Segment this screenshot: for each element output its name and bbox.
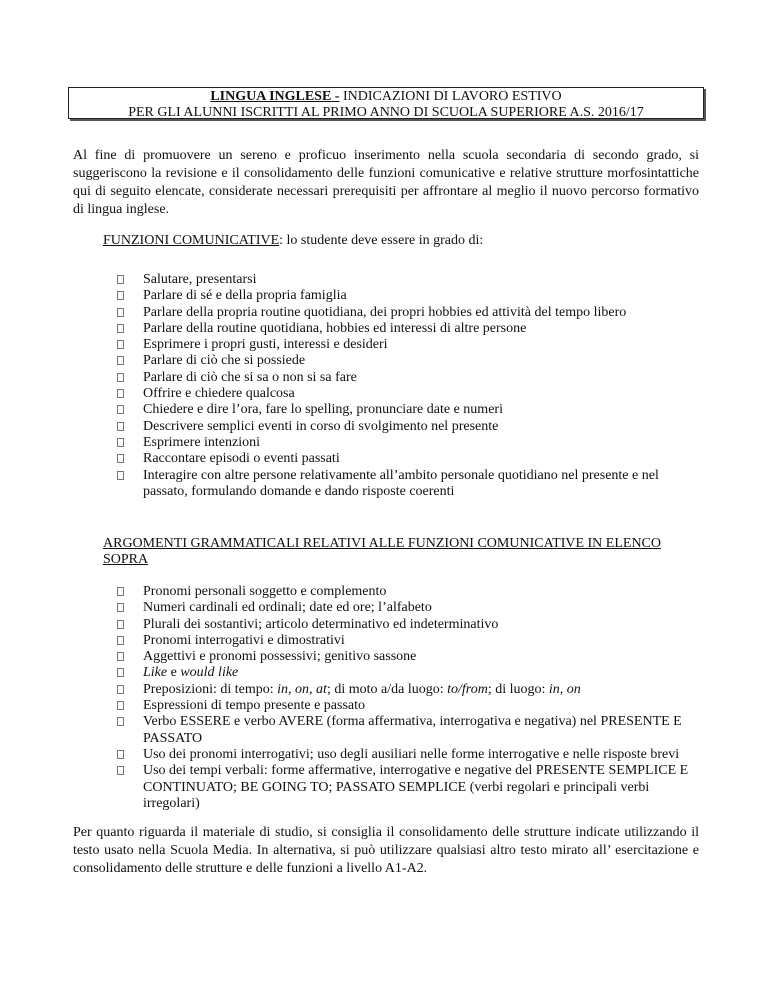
header-line-1-rest: INDICAZIONI DI LAVORO ESTIVO	[339, 89, 562, 104]
list-item: Esprimere i propri gusti, interessi e desideri	[117, 337, 697, 353]
section-grammar-topics-title	[103, 536, 663, 568]
bullet-icon	[117, 652, 124, 661]
list-item: Uso dei tempi verbali: forme affermative, interrogative e negative del PRESENTE SEMPLICE E CONTINUATO; BE GOING TO; PASSATO SEMPLICE (verbi regolari e principali verbi irregolari)	[117, 763, 697, 812]
section2-title-underlined: ARGOMENTI GRAMMATICALI RELATIVI ALLE FUNZIONI COMUNICATIVE IN ELENCO SOPRA	[103, 536, 662, 567]
list-item: Offrire e chiedere qualcosa	[117, 386, 697, 402]
list-item: Verbo ESSERE e verbo AVERE (forma affermativa, interrogativa e negativa) nel PRESENTE E PASSATO	[117, 714, 697, 747]
bullet-icon	[117, 291, 124, 300]
conjunction: e	[167, 665, 181, 681]
list-item: Parlare di ciò che si sa o non si sa fare	[117, 370, 697, 386]
list-item: Pronomi interrogativi e dimostrativi	[117, 633, 697, 649]
like-term: Like	[143, 665, 168, 681]
would-like-term: would like	[180, 665, 239, 681]
bullet-icon	[117, 324, 124, 333]
list-item: Aggettivi e pronomi possessivi; genitivo sassone	[117, 649, 697, 665]
header-line-1	[69, 89, 703, 105]
bullet-icon	[117, 454, 124, 463]
bullet-icon	[117, 636, 124, 645]
intro-paragraph: Al fine di promuovere un sereno e proficuo inserimento nella scuola secondaria di secondo grado, si suggeriscono la revisione e il consolidamento delle funzioni comunicative e relative strutture morfosintattiche qui di seguito elencate, considerate necessari prerequisiti per affrontare al meglio il nuovo percorso formativo di lingua inglese.	[73, 148, 699, 217]
bullet-icon	[117, 587, 124, 596]
list-item: Numeri cardinali ed ordinali; date ed ore; l’alfabeto	[117, 600, 697, 616]
text-segment: ; di moto a/da luogo:	[326, 681, 448, 697]
text-segment: Preposizioni: di tempo:	[143, 681, 278, 697]
bullet-icon	[117, 668, 124, 677]
list-item: Esprimere intenzioni	[117, 435, 697, 451]
bullet-icon	[117, 701, 124, 710]
list-item	[117, 665, 697, 681]
grammar-topics-list	[117, 584, 697, 812]
list-item: Salutare, presentarsi	[117, 272, 697, 288]
bullet-icon	[117, 685, 124, 694]
list-item: Espressioni di tempo presente e passato	[117, 698, 697, 714]
bullet-icon	[117, 308, 124, 317]
bullet-icon	[117, 422, 124, 431]
list-item: Parlare della propria routine quotidiana, dei propri hobbies ed attività del tempo libero	[117, 305, 697, 321]
italic-term: to/from	[447, 681, 488, 697]
bullet-icon	[117, 471, 124, 480]
header-box	[68, 87, 704, 119]
bullet-icon	[117, 405, 124, 414]
bullet-icon	[117, 275, 124, 284]
section-communicative-functions-title	[103, 233, 483, 249]
list-item: Interagire con altre persone relativamente all’ambito personale quotidiano nel presente e nel passato, formulando domande e dando risposte coerenti	[117, 468, 697, 501]
list-item: Pronomi personali soggetto e complemento	[117, 584, 697, 600]
list-item: Parlare della routine quotidiana, hobbies ed interessi di altre persone	[117, 321, 697, 337]
bullet-icon	[117, 620, 124, 629]
list-item: Chiedere e dire l’ora, fare lo spelling, pronunciare date e numeri	[117, 402, 697, 418]
section1-title-underlined: FUNZIONI COMUNICATIVE	[103, 233, 280, 248]
list-item: Descrivere semplici eventi in corso di svolgimento nel presente	[117, 419, 697, 435]
bullet-icon	[117, 717, 124, 726]
header-line-2: PER GLI ALUNNI ISCRITTI AL PRIMO ANNO DI SCUOLA SUPERIORE A.S. 2016/17	[128, 105, 644, 120]
list-item: Parlare di ciò che si possiede	[117, 353, 697, 369]
section1-title-rest: : lo studente deve essere in grado di:	[279, 233, 484, 248]
bullet-icon	[117, 356, 124, 365]
closing-paragraph: Per quanto riguarda il materiale di studio, si consiglia il consolidamento delle strutture indicate utilizzando il testo usato nella Scuola Media. In alternativa, si può utilizzare qualsiasi altro testo mirato all’ esercitazione e consolidamento delle strutture e delle funzioni a livello A1-A2.	[73, 825, 699, 876]
list-item: Plurali dei sostantivi; articolo determinativo ed indeterminativo	[117, 617, 697, 633]
bullet-icon	[117, 750, 124, 759]
list-item: Raccontare episodi o eventi passati	[117, 451, 697, 467]
communicative-functions-list	[117, 272, 697, 500]
header-subject: LINGUA INGLESE -	[210, 89, 340, 104]
list-item: Uso dei pronomi interrogativi; uso degli ausiliari nelle forme interrogative e nelle risposte brevi	[117, 747, 697, 763]
bullet-icon	[117, 373, 124, 382]
list-item	[117, 682, 697, 698]
bullet-icon	[117, 603, 124, 612]
bullet-icon	[117, 389, 124, 398]
list-item: Parlare di sé e della propria famiglia	[117, 288, 697, 304]
text-segment: ; di luogo:	[487, 681, 549, 697]
italic-term: in, on	[548, 681, 581, 697]
bullet-icon	[117, 340, 124, 349]
bullet-icon	[117, 438, 124, 447]
italic-term: in, on, at	[277, 681, 327, 697]
bullet-icon	[117, 766, 124, 775]
